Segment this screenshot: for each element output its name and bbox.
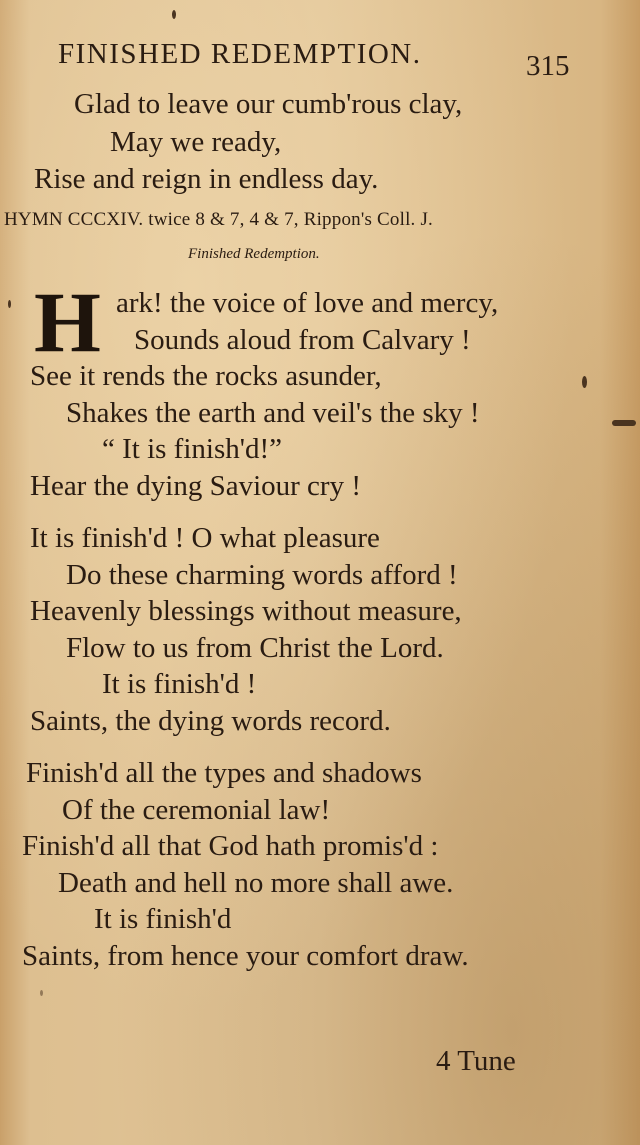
verse-line: Hear the dying Saviour cry ! [30, 470, 361, 502]
verse-line: See it rends the rocks asunder, [30, 360, 382, 392]
verse-line: Finish'd all that God hath promis'd : [22, 830, 439, 862]
verse-line: Finish'd all the types and shadows [26, 757, 422, 789]
ink-speck [172, 10, 176, 19]
verse-line: It is finish'd ! [102, 668, 257, 700]
verse-line: Flow to us from Christ the Lord. [66, 632, 444, 664]
verse-line: Glad to leave our cumb'rous clay, [74, 88, 463, 120]
ink-speck [8, 300, 11, 308]
hymn-title: HYMN CCCXIV. twice 8 & 7, 4 & 7, Rippon's Coll. J. [4, 209, 433, 230]
verse-line: Do these charming words afford ! [66, 559, 458, 591]
ink-speck [40, 990, 43, 996]
drop-cap: H [34, 274, 101, 370]
verse-line: Saints, from hence your comfort draw. [22, 940, 469, 972]
ink-speck [582, 376, 587, 388]
verse-line: Shakes the earth and veil's the sky ! [66, 397, 480, 429]
verse-line: Sounds aloud from Calvary ! [134, 324, 471, 356]
page-number: 315 [526, 50, 570, 82]
verse-line: ark! the voice of love and mercy, [116, 287, 499, 319]
catchword: 4 Tune [436, 1045, 516, 1077]
verse-line: It is finish'd ! O what pleasure [30, 522, 380, 554]
verse-line: “ It is finish'd!” [102, 433, 282, 465]
verse-line: May we ready, [110, 126, 282, 158]
verse-line: Death and hell no more shall awe. [58, 867, 454, 899]
ink-speck [612, 420, 636, 426]
verse-line: Saints, the dying words record. [30, 705, 391, 737]
verse-line: Rise and reign in endless day. [34, 163, 379, 195]
hymn-subtitle: Finished Redemption. [188, 246, 320, 262]
running-title: FINISHED REDEMPTION. [58, 38, 422, 70]
verse-line: Of the ceremonial law! [62, 794, 331, 826]
verse-line: It is finish'd [94, 903, 232, 935]
verse-line: Heavenly blessings without measure, [30, 595, 462, 627]
